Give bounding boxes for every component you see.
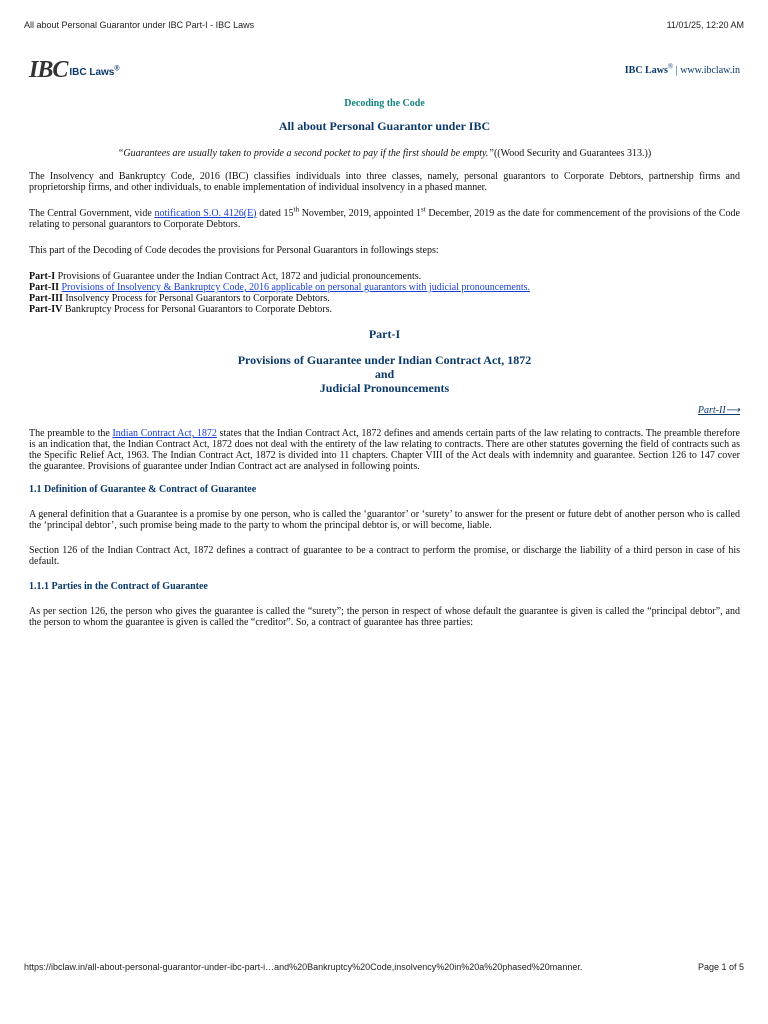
contract-act-link[interactable]: Indian Contract Act, 1872 [112, 428, 217, 439]
section-1-1-1-heading: 1.1.1 Parties in the Contract of Guarantee [29, 581, 208, 592]
print-url: https://ibclaw.in/all-about-personal-guarantor-under-ibc-part-i…and%20Bankruptcy%20Code,insolvency%20in%20a%20phased%20manner. [24, 962, 583, 972]
next-part-link-row [29, 405, 740, 416]
epigraph: “Guarantees are usually taken to provide a second pocket to pay if the first should be empty.”((Wood Security and Guarantees 313.)) [117, 148, 652, 159]
next-part-link[interactable]: Part-II⟶ [697, 405, 740, 416]
parts-list-item: Part-II Provisions of Insolvency & Bankruptcy Code, 2016 applicable on personal guarantors with judicial pronouncements. [29, 282, 531, 293]
print-page-number: Page 1 of 5 [697, 962, 744, 972]
print-page-title: All about Personal Guarantor under IBC Part-I - IBC Laws [24, 20, 255, 30]
parts-list-item: Part-IV Bankruptcy Process for Personal Guarantors to Corporate Debtors. [29, 304, 332, 315]
parts-list [29, 271, 740, 315]
parts-list-item: Part-I Provisions of Guarantee under the Indian Contract Act, 1872 and judicial pronouncements. [29, 271, 422, 282]
definition-paragraph: A general definition that a Guarantee is a promise by one person, who is called the ‘guarantor’ or ‘surety’ to answer for the present or future debt of another person who is called the ‘principal debtor’, such promise being made to the party to whom the principal debtor is, or will become, liable. [29, 509, 740, 531]
steps-intro: This part of the Decoding of Code decodes the provisions for Personal Guarantors in followings steps: [29, 245, 439, 256]
section-heading: Provisions of Guarantee under Indian Contract Act, 1872 and Judicial Pronouncements [237, 353, 532, 395]
notification-link[interactable]: notification S.O. 4126(E) [154, 208, 257, 219]
ibc-logo[interactable] [29, 57, 120, 84]
page-title: All about Personal Guarantor under IBC [278, 119, 491, 133]
masthead [29, 56, 740, 84]
ibc-logo-mark: IBC [29, 56, 68, 83]
preamble-paragraph: The preamble to the Indian Contract Act, 1872 states that the Indian Contract Act, 1872 defines and amends certain parts of the law relating to contracts. The preamble therefore is an indication that, the Indian Contract Act, 1872 does not deal with the entirety of the law relating to contracts. There are other statutes governing the field of contracts such as the Specific Relief Act, 1963. The Indian Contract Act, 1872 is divided into 11 chapters. Chapter VIII of the Act deals with indemnity and guarantee. Section 126 to 147 cover the guarantee. Provisions of guarantee under Indian Contract act are analysed in following points. [29, 428, 740, 472]
article [29, 56, 740, 628]
print-footer [24, 962, 744, 972]
intro-paragraph: The Insolvency and Bankruptcy Code, 2016 (IBC) classifies individuals into three classes, namely, personal guarantors to Corporate Debtors, partnership firms and proprietorship firms, and other individuals, to enable implementation of individual insolvency in a phased manner. [29, 171, 740, 193]
site-link[interactable]: IBC Laws® | www.ibclaw.in [624, 62, 740, 76]
part-heading: Part-I [368, 327, 401, 341]
site-url[interactable]: www.ibclaw.in [680, 64, 740, 76]
parties-paragraph: As per section 126, the person who gives the guarantee is called the “surety”; the person in respect of whose default the guarantee is given is called the “principal debtor”, and the person to whom the guarantee is given is called the “creditor”. So, a contract of guarantee has three parties: [29, 606, 740, 628]
section-1-1-heading: 1.1 Definition of Guarantee & Contract of Guarantee [29, 484, 257, 495]
section-126-paragraph: Section 126 of the Indian Contract Act, 1872 defines a contract of guarantee to be a contract to perform the promise, or discharge the liability of a third person in case of his default. [29, 545, 740, 567]
notification-paragraph: The Central Government, vide notification S.O. 4126(E) dated 15th November, 2019, appointed 1st December, 2019 as the date for commencement of the provisions of the Code relating to personal guarantors to Corporate Debtors. [29, 205, 740, 230]
kicker: Decoding the Code [344, 98, 425, 109]
ibc-logo-text: IBC Laws® [69, 65, 120, 78]
parts-list-item: Part-III Insolvency Process for Personal Guarantors to Corporate Debtors. [29, 293, 330, 304]
print-datetime: 11/01/25, 12:20 AM [666, 20, 744, 30]
part-ii-link[interactable]: Provisions of Insolvency & Bankruptcy Code, 2016 applicable on personal guarantors with judicial pronouncements. [61, 282, 531, 293]
print-header [24, 20, 744, 30]
